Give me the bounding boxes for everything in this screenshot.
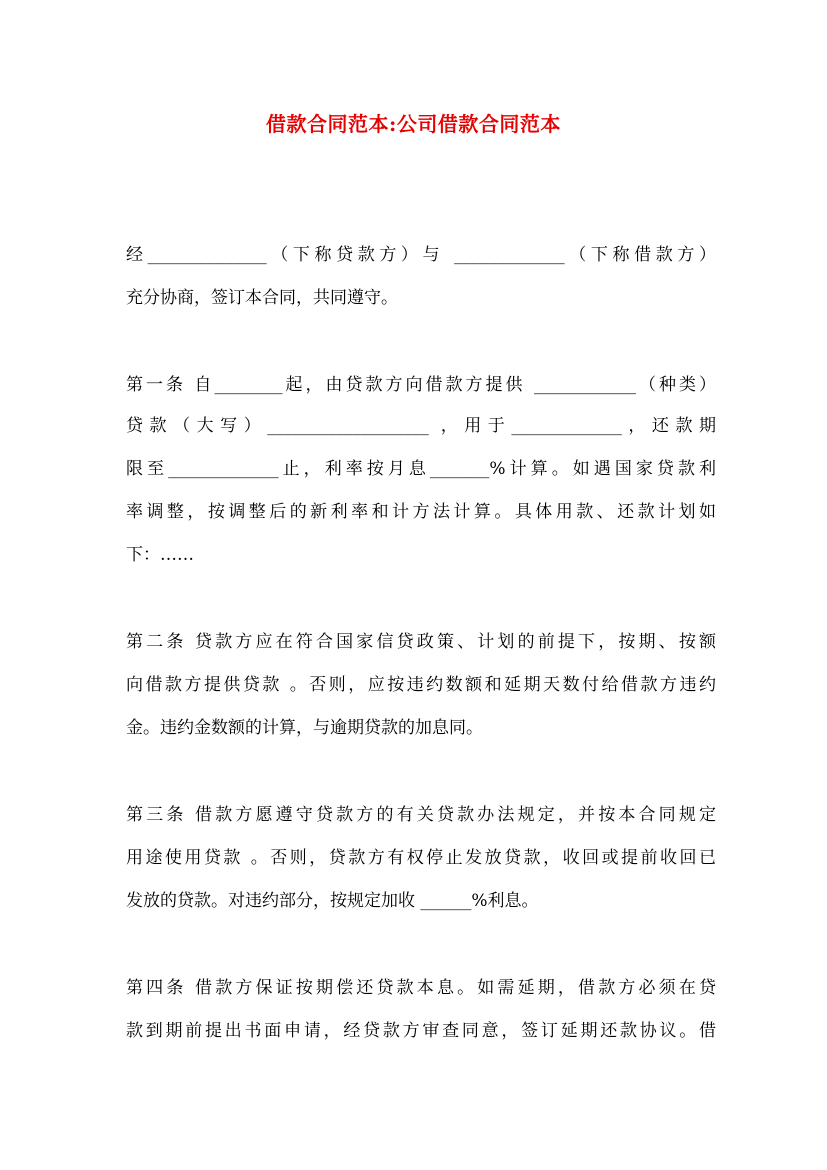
paragraph-3-line-1: 第二条 贷款方应在符合国家信贷政策、计划的前提下，按期、按额: [126, 632, 716, 652]
paragraph-4-line-1: 第三条 借款方愿遵守贷款方的有关贷款办法规定，并按本合同规定: [126, 805, 716, 825]
paragraph-5-line-1: 第四条 借款方保证按期偿还贷款本息。如需延期，借款方必须在贷: [126, 978, 716, 998]
paragraph-3-line-3: 金。违约金数额的计算，与逾期贷款的加息同。: [126, 718, 483, 738]
paragraph-2-line-3: 限至_____________止，利率按月息_______%计算。如遇国家贷款利: [126, 459, 716, 479]
paragraph-4-line-2: 用途使用贷款 。否则，贷款方有权停止发放贷款，收回或提前收回已: [126, 848, 716, 868]
paragraph-1-line-1: 经______________（下称贷款方）与 _____________（下称借款方）: [126, 245, 716, 265]
paragraph-2-line-1: 第一条 自________起，由贷款方向借款方提供 ____________（种类）: [126, 375, 716, 395]
paragraph-3-line-2: 向借款方提供贷款 。否则，应按违约数额和延期天数付给借款方违约: [126, 675, 716, 695]
paragraph-2-line-2: 贷款（大写）___________________ ，用于_____________，还款期: [126, 416, 716, 436]
page-title: 借款合同范本:公司借款合同范本: [266, 112, 561, 136]
paragraph-5-line-2: 款到期前提出书面申请，经贷款方审查同意，签订延期还款协议。借: [126, 1021, 716, 1041]
paragraph-2-line-4: 率调整，按调整后的新利率和计方法计算。具体用款、还款计划如: [126, 502, 716, 522]
paragraph-2-line-5: 下：……: [126, 545, 194, 565]
paragraph-1-line-2: 充分协商，签订本合同，共同遵守。: [126, 288, 398, 308]
paragraph-4-line-3: 发放的贷款。对违约部分，按规定加收 ______%利息。: [126, 891, 539, 911]
